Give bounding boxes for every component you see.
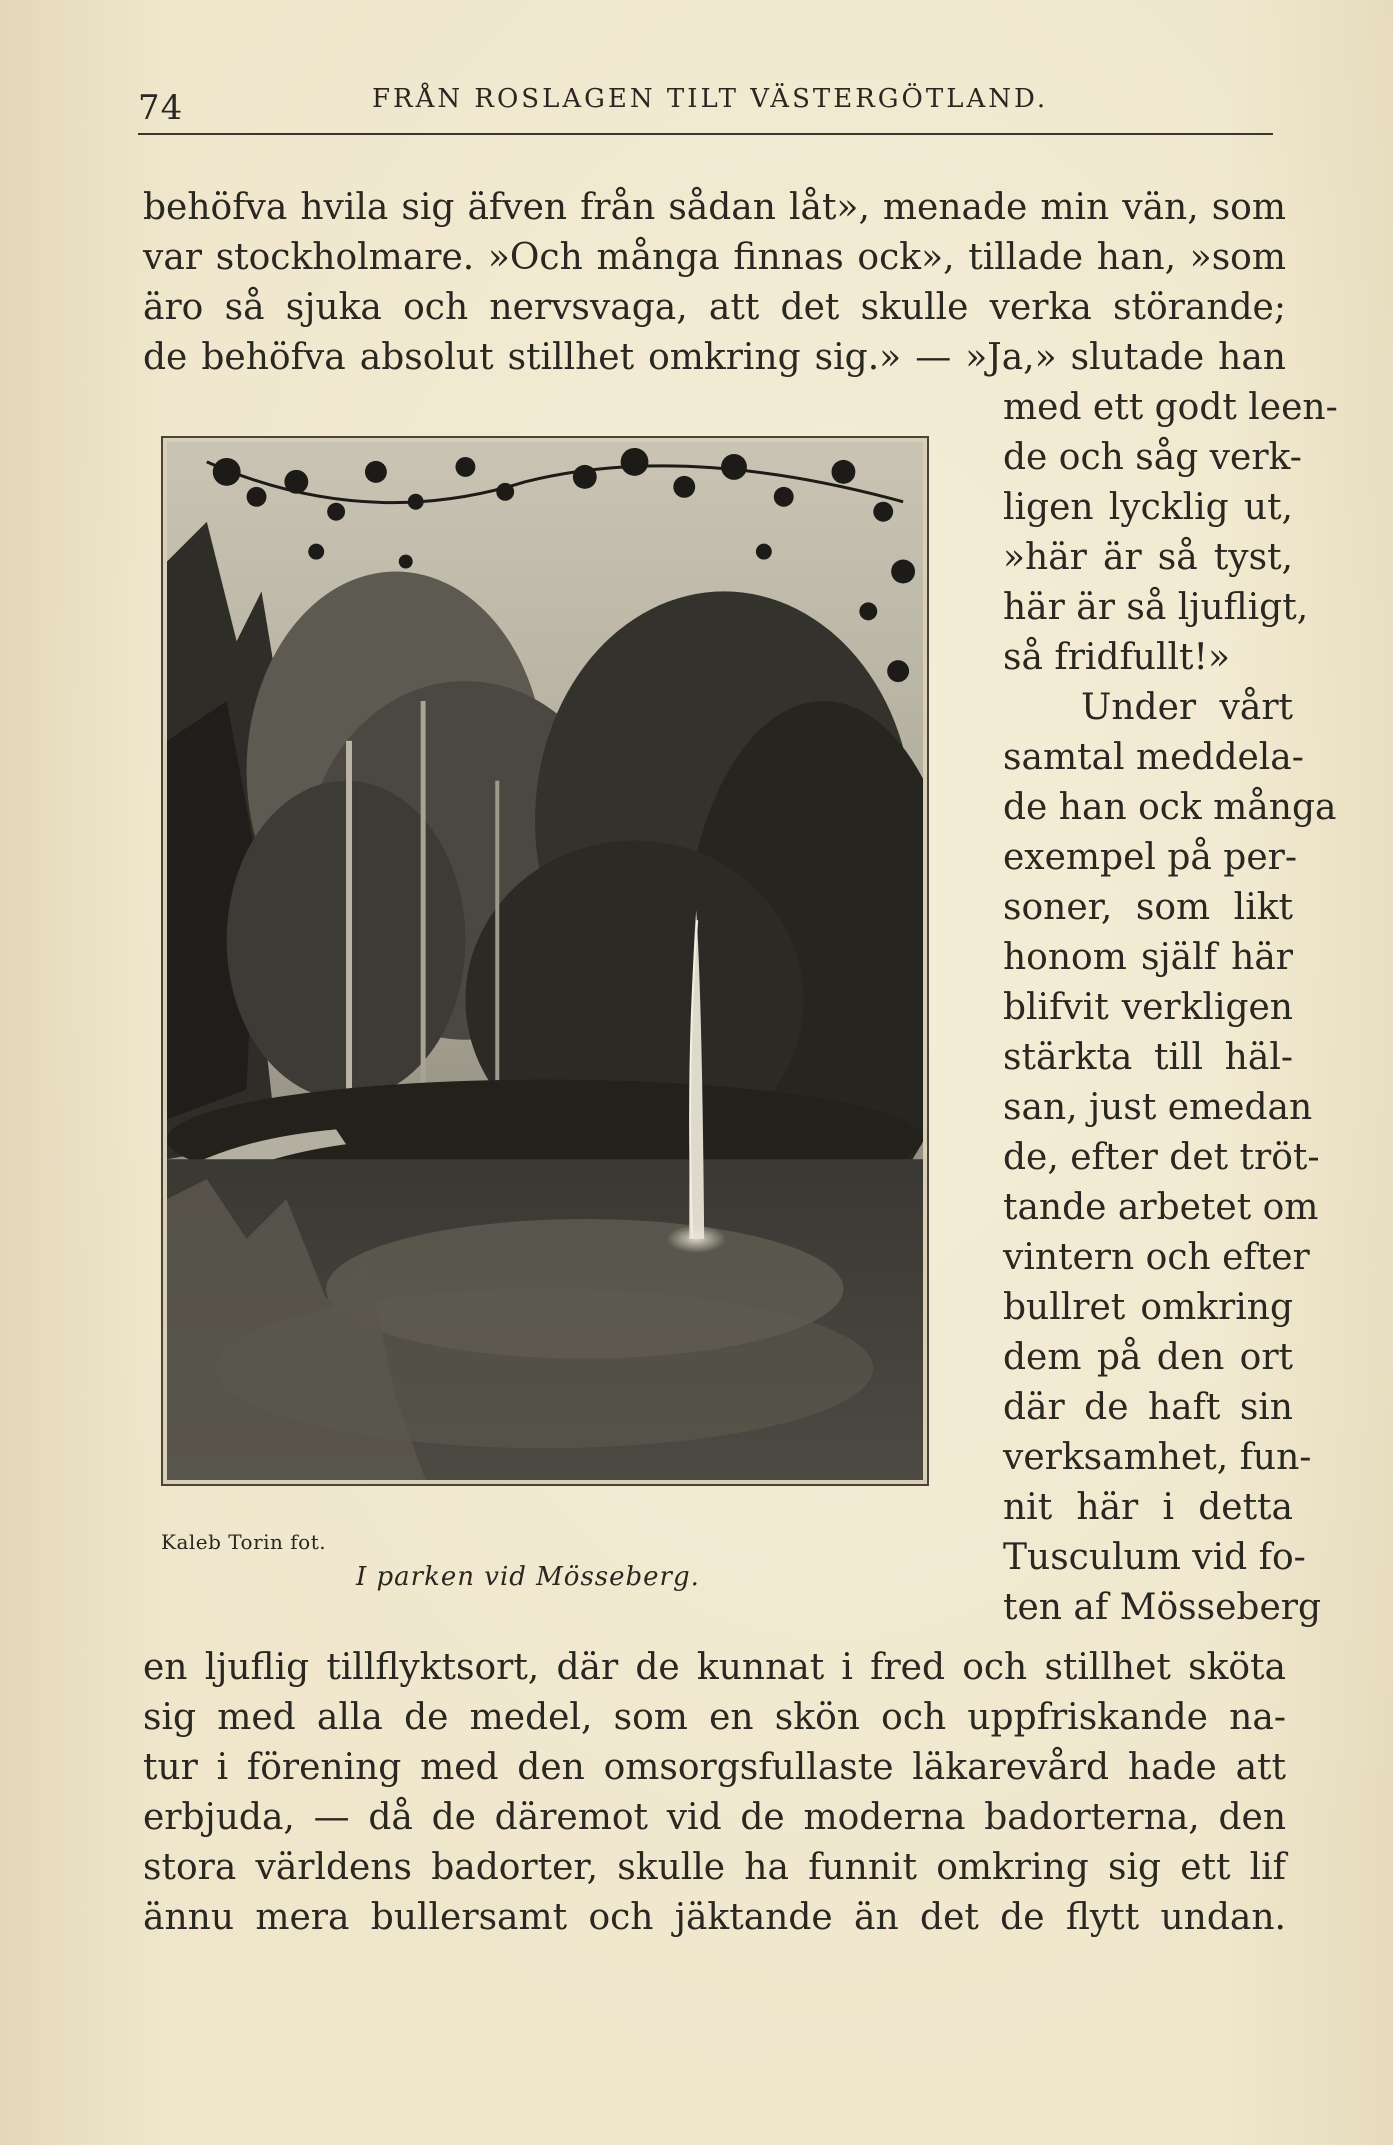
text-line: så fridfullt!» <box>1003 637 1230 678</box>
text-line: stora världens badorter, skulle ha funnit omkring sig ett lif <box>143 1847 1286 1888</box>
text-line: erbjuda, — då de däremot vid de moderna badorterna, den <box>143 1797 1286 1838</box>
page-number: 74 <box>138 88 184 128</box>
text-line: vintern och efter <box>1003 1237 1310 1278</box>
text-line: »här är så tyst, <box>1003 537 1293 578</box>
text-line: var stockholmare. »Och många finnas ock», tillade han, »som <box>143 237 1286 278</box>
text-line: de behöfva absolut stillhet omkring sig.» — »Ja,» slutade han <box>143 337 1286 378</box>
text-line: tande arbetet om <box>1003 1187 1319 1228</box>
text-line: tur i förening med den omsorgsfullaste läkarevård hade att <box>143 1747 1286 1788</box>
text-line: dem på den ort <box>1003 1337 1293 1378</box>
text-line: soner, som likt <box>1003 887 1293 928</box>
text-line: verksamhet, fun- <box>1003 1437 1312 1478</box>
running-head: FRÅN ROSLAGEN TILT VÄSTERGÖTLAND. <box>372 84 1049 114</box>
text-line: de han ock många <box>1003 787 1337 828</box>
text-line: där de haft sin <box>1003 1387 1293 1428</box>
text-line: ligen lycklig ut, <box>1003 487 1293 528</box>
text-line: bullret omkring <box>1003 1287 1293 1328</box>
text-line: Tusculum vid fo- <box>1003 1537 1306 1578</box>
text-line: här är så ljufligt, <box>1003 587 1309 628</box>
photo-credit: Kaleb Torin fot. <box>161 1530 327 1554</box>
text-line: behöfva hvila sig äfven från sådan låt», menade min vän, som <box>143 187 1286 228</box>
text-line: ten af Mösseberg <box>1003 1587 1322 1628</box>
text-line: sig med alla de medel, som en skön och uppfriskande na- <box>143 1697 1286 1738</box>
text-line: stärkta till häl- <box>1003 1037 1293 1078</box>
text-line: exempel på per- <box>1003 837 1298 878</box>
text-line: samtal meddela- <box>1003 737 1304 778</box>
park-fountain-photo <box>161 436 929 1486</box>
text-line: de, efter det tröt- <box>1003 1137 1320 1178</box>
photo-illustration <box>167 442 923 1480</box>
text-line: med ett godt leen- <box>1003 387 1338 428</box>
text-line: san, just emedan <box>1003 1087 1313 1128</box>
text-line: honom själf här <box>1003 937 1293 978</box>
text-line: de och såg verk- <box>1003 437 1302 478</box>
text-line: Under vårt <box>1081 687 1293 728</box>
text-line: nit här i detta <box>1003 1487 1293 1528</box>
text-line: blifvit verkligen <box>1003 987 1293 1028</box>
text-line: en ljuflig tillflyktsort, där de kunnat i fred och stillhet sköta <box>143 1647 1286 1688</box>
text-line: äro så sjuka och nervsvaga, att det skulle verka störande; <box>143 287 1286 328</box>
text-line: ännu mera bullersamt och jäktande än det de flytt undan. <box>143 1897 1286 1938</box>
header-rule <box>138 133 1273 135</box>
photo-caption: I parken vid Mösseberg. <box>356 1562 700 1592</box>
